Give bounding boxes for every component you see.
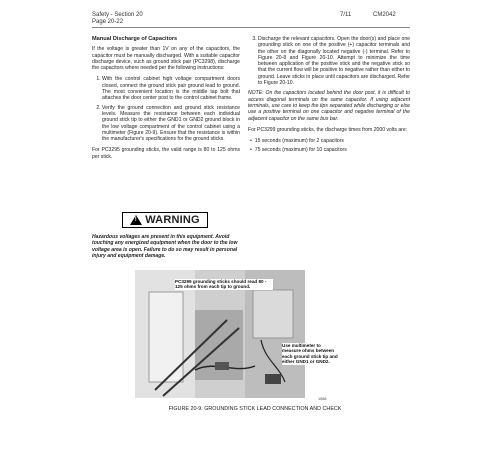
header-date: 7/11 (340, 12, 352, 18)
header-rule (92, 27, 410, 28)
note-paragraph: NOTE: On the capacitors located behind the door post, it is difficult to access diagonal terminals on the same capacitor. If using adjacent terminals, use care to keep the tips separated while discharging or else use a positive terminal on one capacitor and negative terminal of the adjacent capacitor on the same bus bar. (248, 90, 410, 122)
intro-paragraph: If the voltage is greater than 1V on any of the capacitors, the capacitor must be manually discharged. With a suitable capacitor discharge device, such as ground stick pair (PC3298), discharge the capacitors where needed per the following instructions: (92, 46, 240, 72)
callout-multimeter: Use multimeter to measure ohms between each ground stick tip and either GND1 or GND2. (282, 343, 338, 365)
figure-caption: FIGURE 20-9. GROUNDING STICK LEAD CONNECTION AND CHECK (168, 406, 342, 412)
right-column (248, 36, 410, 157)
section-title: Manual Discharge of Capacitors (92, 36, 178, 42)
figure-id: 1068 (318, 397, 327, 401)
time-item: • 75 seconds (maximum) for 10 capacitors (256, 147, 410, 153)
warning-box (122, 212, 208, 228)
time-item: • 15 seconds (maximum) for 2 capacitors (256, 138, 410, 144)
header-page-number: Page 20-22 (92, 19, 124, 25)
step-item: 2. Verify the ground connection and ground stick resistance levels. Measure the resistance between each individual ground stick tip to either the GND1 or GND2 ground block in the low voltage compartment of the control cabinet using a multimeter (Figure 20-9). Ensure that the resistance is within the manufacturer's specifications for the ground sticks. (102, 105, 240, 143)
steps-list-continued (248, 36, 410, 86)
steps-list (92, 76, 240, 142)
callout-resistance: PC3299 grounding sticks should read 80 - 125 ohms from each tip to ground. (175, 279, 273, 290)
warning-text: Hazardous voltages are present in this equipment. Avoid touching any energized equipment when the door to the low voltage area is open. Failure to do so may result in personal injury and equipment damage. (92, 234, 238, 259)
step-item: 1. With the control cabinet high voltage compartment doors closed, connect the ground stick pair ground lead to ground. The most convenient location is the middle tap bolt that attaches the door center post to the control cabinet frame. (102, 76, 240, 101)
warning-icon: ! (130, 215, 142, 225)
header-section: Safety - Section 20 (92, 12, 143, 18)
times-intro: For PC3299 grounding sticks, the discharge times from 2000 volts are: (248, 126, 408, 133)
warning-label: WARNING (145, 214, 200, 226)
step-item: 3. Discharge the relevant capacitors. Open the door(s) and place one grounding stick on one of the positive (+) capacitor terminals and the other on the diagonally located negative (-) terminal. Refer to Figure 20-8 and Figure 20-10. Attempt to minimize the time between application of the positive stick and the negative stick so that the current flow will be positive to negative rather than either to ground. Leave sticks in place until capacitors are discharged. Refer to Figure 20-10. (258, 36, 410, 86)
left-column (92, 36, 240, 165)
header-doc-code: CM2042 (373, 12, 396, 18)
spec-paragraph: For PC3295 grounding sticks, the valid range is 80 to 125 ohms per stick. (92, 147, 240, 160)
times-list (248, 138, 410, 154)
